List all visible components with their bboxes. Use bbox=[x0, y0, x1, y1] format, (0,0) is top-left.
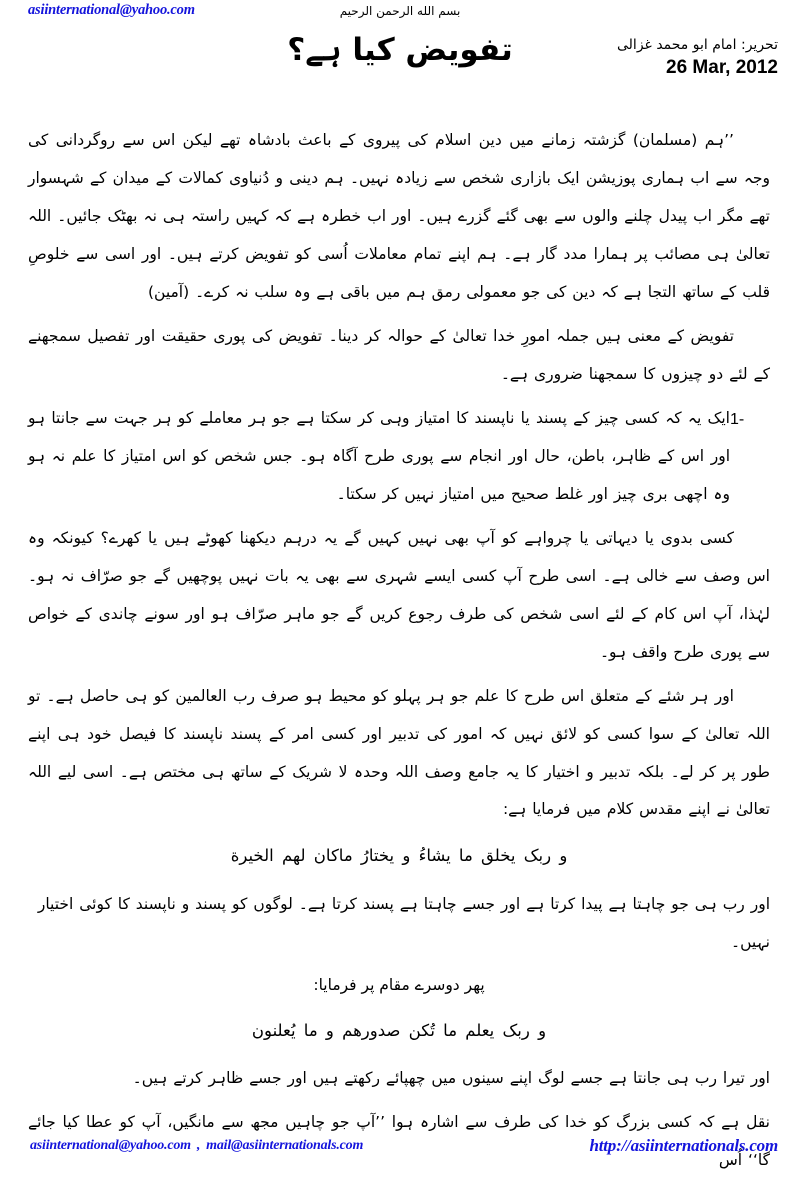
page-header bbox=[0, 0, 800, 112]
footer-email-secondary[interactable]: mail@asiinternationals.com bbox=[206, 1138, 364, 1153]
publish-date: 26 Mar, 2012 bbox=[666, 57, 778, 79]
body-paragraph: کسی بدوی یا دیہاتی یا چرواہے کو آپ بھی نہیں کہیں گے یہ درہم دیکھنا کھوٹے ہیں یا کھرے؟ کیونکہ وہ اس وصف سے خالی ہے۔ اسی طرح آپ کسی ایسے شہری سے بھی یہ بات نہیں پوچھیں گے جو صرّاف نہ ہو۔ لہٰذا، آپ اس کام کے لئے اسی شخص کی طرف رجوع کریں گے جو ماہر صرّاف ہو اور سونے چاندی کے خواص سے پوری طرح واقف ہو۔ bbox=[28, 528, 770, 661]
page-footer bbox=[0, 1138, 800, 1172]
body-paragraph: نقل ہے کہ کسی بزرگ کو خدا کی طرف سے اشارہ ہوا ’’آپ جو چاہیں مجھ سے مانگیں، آپ کو عطا کیا جائے گا‘‘ اُس bbox=[28, 1113, 770, 1170]
footer-separator: , bbox=[196, 1138, 201, 1153]
verse-translation: اور تیرا رب ہی جانتا ہے جسے لوگ اپنے سینوں میں چھپائے رکھتے ہیں اور جسے ظاہر کرتے ہیں۔ bbox=[132, 1069, 770, 1088]
body-paragraph: ’’ہم (مسلمان) گزشتہ زمانے میں دین اسلام کی پیروی کے باعث بادشاہ تھے لیکن اس سے روگردانی کی وجہ سے اب ہماری پوزیشن ایک بازاری شخص سے زیادہ نہیں۔ ہم دینی و دُنیاوی کمالات کے میدان کے شہسوار تھے مگر اب پیدل چلنے والوں سے بھی گئے گزرے ہیں۔ اور اب خطرہ ہے کہ کہیں راستہ ہی نہ بھٹک جائیں۔ اللہ تعالیٰ ہی مصائب پر ہمارا مدد گار ہے۔ ہم اپنے تمام معاملات اُسی کو تفویض کرتے ہیں۔ اور اسی سے خلوصِ قلب کے ساتھ التجا ہے کہ دین کی جو معمولی رمق ہم میں باقی ہے وہ سلب نہ کرے۔ (آمین) bbox=[28, 131, 770, 301]
verse-translation: اور رب ہی جو چاہتا ہے پیدا کرتا ہے اور جسے چاہتا ہے پسند کرتا ہے۔ لوگوں کو پسند و ناپسند کا کوئی اختیار نہیں۔ bbox=[37, 895, 770, 952]
verse-lead-in: پھر دوسرے مقام پر فرمایا: bbox=[313, 976, 485, 995]
footer-contact-group bbox=[30, 1138, 363, 1154]
body-paragraph: تفویض کے معنی ہیں جملہ امورِ خدا تعالیٰ کے حوالہ کر دینا۔ تفویض کی پوری حقیقت اور تفصیل سمجھنے کے لئے دو چیزوں کا سمجھنا ضروری ہے۔ bbox=[28, 326, 770, 383]
quran-verse: و ربک یعلم ما تُکن صدورھم و ما یُعلنون bbox=[251, 1020, 547, 1040]
bismillah-text: بسم الله الرحمن الرحيم bbox=[339, 4, 461, 18]
header-email-link[interactable]: asiinternational@yahoo.com bbox=[28, 2, 195, 18]
body-paragraph: اور ہر شئے کے متعلق اس طرح کا علم جو ہر پہلو کو محیط ہو صرف رب العالمین کو ہی حاصل ہے۔ تو اللہ تعالیٰ کے سوا کسی کو لائق نہیں کہ امور کی تدبیر اور کسی امر کے پسند ناپسند کا فیصل خود ہی اپنے طور پر کر لے۔ بلکہ تدبیر و اختیار کا یہ جامع وصف اللہ وحدہ لا شریک کے ساتھ ہی مختص ہے۔ اسی لیے اللہ تعالیٰ نے اپنے مقدس کلام میں فرمایا ہے: bbox=[28, 686, 770, 819]
quran-verse: و ربک یخلق ما یشاءُ و یختارُ ماکان لھم الخیرة bbox=[230, 846, 568, 866]
page-title: تفویض کیا ہے؟ bbox=[287, 32, 513, 68]
list-item-text: ایک یہ کہ کسی چیز کے پسند یا ناپسند کا امتیاز وہی کر سکتا ہے جو ہر معاملے کو ہر جہت سے جانتا ہو اور اس کے ظاہر، باطن، حال اور انجام سے پوری طرح آگاہ ہو۔ جس شخص کو اس امتیاز کا علم نہ ہو وہ اچھی بری چیز اور غلط صحیح میں امتیاز نہیں کر سکتا۔ bbox=[28, 408, 730, 503]
footer-website-link[interactable]: http://asiinternationals.com bbox=[589, 1136, 778, 1155]
author-name: تحریر: امام ابو محمد غزالی bbox=[617, 37, 778, 53]
numbered-list-item bbox=[28, 400, 770, 514]
byline bbox=[538, 36, 778, 79]
list-item-number: 1- bbox=[730, 410, 745, 428]
footer-email-primary[interactable]: asiinternational@yahoo.com bbox=[30, 1138, 191, 1153]
